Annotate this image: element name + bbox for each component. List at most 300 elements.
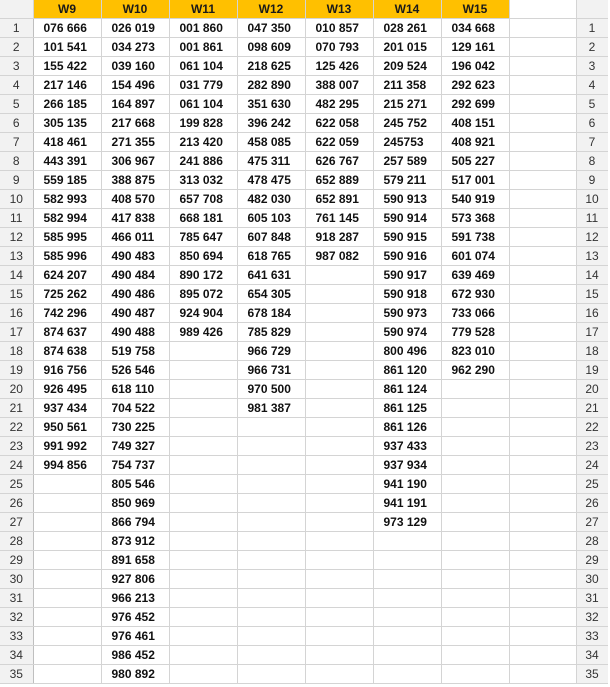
row-header[interactable]: 23: [0, 437, 33, 456]
cell-w14[interactable]: 590 914: [373, 209, 441, 228]
empty-cell[interactable]: [509, 304, 576, 323]
cell-w14[interactable]: 941 190: [373, 475, 441, 494]
cell-w11[interactable]: 895 072: [169, 285, 237, 304]
empty-cell[interactable]: [509, 247, 576, 266]
cell-w12[interactable]: 458 085: [237, 133, 305, 152]
cell-w14[interactable]: 257 589: [373, 152, 441, 171]
cell-w11[interactable]: [169, 665, 237, 684]
cell-w13[interactable]: [305, 494, 373, 513]
row-header-right[interactable]: 33: [576, 627, 608, 646]
cell-w13[interactable]: 010 857: [305, 19, 373, 38]
cell-w14[interactable]: 590 918: [373, 285, 441, 304]
cell-w12[interactable]: [237, 437, 305, 456]
cell-w10[interactable]: 805 546: [101, 475, 169, 494]
cell-w12[interactable]: 678 184: [237, 304, 305, 323]
cell-w9[interactable]: 624 207: [33, 266, 101, 285]
row-header-right[interactable]: 14: [576, 266, 608, 285]
cell-w9[interactable]: [33, 532, 101, 551]
cell-w12[interactable]: [237, 418, 305, 437]
cell-w10[interactable]: 034 273: [101, 38, 169, 57]
row-header[interactable]: 26: [0, 494, 33, 513]
row-header[interactable]: 22: [0, 418, 33, 437]
cell-w9[interactable]: 725 262: [33, 285, 101, 304]
cell-w15[interactable]: [441, 437, 509, 456]
cell-w11[interactable]: 241 886: [169, 152, 237, 171]
cell-w11[interactable]: 061 104: [169, 95, 237, 114]
cell-w12[interactable]: [237, 608, 305, 627]
cell-w15[interactable]: [441, 532, 509, 551]
row-header-right[interactable]: 7: [576, 133, 608, 152]
cell-w10[interactable]: 490 488: [101, 323, 169, 342]
cell-w12[interactable]: 618 765: [237, 247, 305, 266]
row-header[interactable]: 13: [0, 247, 33, 266]
corner-cell-right[interactable]: [576, 0, 608, 19]
cell-w10[interactable]: 026 019: [101, 19, 169, 38]
row-header[interactable]: 20: [0, 380, 33, 399]
cell-w10[interactable]: 519 758: [101, 342, 169, 361]
cell-w10[interactable]: 271 355: [101, 133, 169, 152]
cell-w13[interactable]: 918 287: [305, 228, 373, 247]
cell-w14[interactable]: [373, 665, 441, 684]
row-header-right[interactable]: 31: [576, 589, 608, 608]
row-header[interactable]: 27: [0, 513, 33, 532]
cell-w9[interactable]: [33, 551, 101, 570]
cell-w9[interactable]: 266 185: [33, 95, 101, 114]
cell-w11[interactable]: [169, 589, 237, 608]
cell-w10[interactable]: 618 110: [101, 380, 169, 399]
cell-w11[interactable]: [169, 399, 237, 418]
cell-w12[interactable]: 098 609: [237, 38, 305, 57]
empty-cell[interactable]: [509, 570, 576, 589]
row-header-right[interactable]: 10: [576, 190, 608, 209]
cell-w12[interactable]: [237, 513, 305, 532]
cell-w13[interactable]: [305, 342, 373, 361]
cell-w11[interactable]: [169, 494, 237, 513]
cell-w14[interactable]: 211 358: [373, 76, 441, 95]
empty-cell[interactable]: [509, 494, 576, 513]
cell-w12[interactable]: 396 242: [237, 114, 305, 133]
empty-cell[interactable]: [509, 171, 576, 190]
cell-w13[interactable]: [305, 323, 373, 342]
cell-w11[interactable]: 001 860: [169, 19, 237, 38]
cell-w15[interactable]: [441, 608, 509, 627]
cell-w11[interactable]: 001 861: [169, 38, 237, 57]
cell-w11[interactable]: [169, 456, 237, 475]
cell-w10[interactable]: 466 011: [101, 228, 169, 247]
cell-w15[interactable]: 129 161: [441, 38, 509, 57]
column-header-w15[interactable]: W15: [441, 0, 509, 19]
cell-w14[interactable]: 937 934: [373, 456, 441, 475]
empty-cell[interactable]: [509, 380, 576, 399]
row-header-right[interactable]: 11: [576, 209, 608, 228]
cell-w11[interactable]: [169, 475, 237, 494]
cell-w15[interactable]: 292 623: [441, 76, 509, 95]
column-header-w9[interactable]: W9: [33, 0, 101, 19]
cell-w12[interactable]: [237, 494, 305, 513]
row-header-right[interactable]: 20: [576, 380, 608, 399]
row-header[interactable]: 12: [0, 228, 33, 247]
row-header[interactable]: 1: [0, 19, 33, 38]
row-header-right[interactable]: 5: [576, 95, 608, 114]
row-header[interactable]: 19: [0, 361, 33, 380]
cell-w14[interactable]: 579 211: [373, 171, 441, 190]
cell-w15[interactable]: [441, 494, 509, 513]
cell-w15[interactable]: 034 668: [441, 19, 509, 38]
cell-w12[interactable]: [237, 665, 305, 684]
cell-w12[interactable]: 218 625: [237, 57, 305, 76]
row-header[interactable]: 9: [0, 171, 33, 190]
cell-w12[interactable]: 966 731: [237, 361, 305, 380]
cell-w13[interactable]: [305, 285, 373, 304]
cell-w13[interactable]: [305, 361, 373, 380]
cell-w9[interactable]: 937 434: [33, 399, 101, 418]
cell-w9[interactable]: [33, 646, 101, 665]
cell-w15[interactable]: 672 930: [441, 285, 509, 304]
row-header[interactable]: 14: [0, 266, 33, 285]
cell-w10[interactable]: 749 327: [101, 437, 169, 456]
cell-w14[interactable]: 590 917: [373, 266, 441, 285]
cell-w9[interactable]: 076 666: [33, 19, 101, 38]
cell-w11[interactable]: [169, 570, 237, 589]
corner-cell[interactable]: [0, 0, 33, 19]
cell-w9[interactable]: [33, 475, 101, 494]
row-header-right[interactable]: 24: [576, 456, 608, 475]
cell-w14[interactable]: [373, 589, 441, 608]
cell-w10[interactable]: 986 452: [101, 646, 169, 665]
cell-w12[interactable]: [237, 456, 305, 475]
empty-cell[interactable]: [509, 152, 576, 171]
empty-cell[interactable]: [509, 266, 576, 285]
row-header-right[interactable]: 13: [576, 247, 608, 266]
cell-w9[interactable]: 443 391: [33, 152, 101, 171]
empty-cell[interactable]: [509, 19, 576, 38]
empty-cell[interactable]: [509, 323, 576, 342]
cell-w13[interactable]: [305, 627, 373, 646]
cell-w12[interactable]: [237, 589, 305, 608]
cell-w9[interactable]: 418 461: [33, 133, 101, 152]
cell-w12[interactable]: [237, 551, 305, 570]
cell-w9[interactable]: 101 541: [33, 38, 101, 57]
cell-w11[interactable]: 850 694: [169, 247, 237, 266]
cell-w15[interactable]: 196 042: [441, 57, 509, 76]
cell-w10[interactable]: 976 452: [101, 608, 169, 627]
cell-w9[interactable]: [33, 589, 101, 608]
cell-w11[interactable]: [169, 608, 237, 627]
row-header[interactable]: 6: [0, 114, 33, 133]
cell-w14[interactable]: 590 913: [373, 190, 441, 209]
cell-w15[interactable]: [441, 513, 509, 532]
row-header[interactable]: 21: [0, 399, 33, 418]
cell-w15[interactable]: 408 921: [441, 133, 509, 152]
row-header-right[interactable]: 25: [576, 475, 608, 494]
cell-w13[interactable]: 388 007: [305, 76, 373, 95]
row-header-right[interactable]: 9: [576, 171, 608, 190]
cell-w11[interactable]: 890 172: [169, 266, 237, 285]
empty-cell[interactable]: [509, 456, 576, 475]
cell-w11[interactable]: 199 828: [169, 114, 237, 133]
row-header[interactable]: 31: [0, 589, 33, 608]
cell-w13[interactable]: 070 793: [305, 38, 373, 57]
cell-w10[interactable]: 154 496: [101, 76, 169, 95]
cell-w11[interactable]: [169, 380, 237, 399]
cell-w10[interactable]: 306 967: [101, 152, 169, 171]
empty-cell[interactable]: [509, 665, 576, 684]
row-header-right[interactable]: 12: [576, 228, 608, 247]
cell-w12[interactable]: 607 848: [237, 228, 305, 247]
cell-w9[interactable]: 994 856: [33, 456, 101, 475]
cell-w9[interactable]: 742 296: [33, 304, 101, 323]
cell-w11[interactable]: [169, 646, 237, 665]
cell-w10[interactable]: 873 912: [101, 532, 169, 551]
cell-w11[interactable]: 213 420: [169, 133, 237, 152]
cell-w10[interactable]: 217 668: [101, 114, 169, 133]
row-header-right[interactable]: 26: [576, 494, 608, 513]
empty-header-cell[interactable]: [509, 0, 576, 19]
cell-w15[interactable]: 601 074: [441, 247, 509, 266]
cell-w13[interactable]: [305, 456, 373, 475]
row-header[interactable]: 7: [0, 133, 33, 152]
cell-w15[interactable]: [441, 589, 509, 608]
cell-w12[interactable]: 641 631: [237, 266, 305, 285]
cell-w13[interactable]: [305, 570, 373, 589]
cell-w10[interactable]: 408 570: [101, 190, 169, 209]
cell-w13[interactable]: [305, 551, 373, 570]
cell-w11[interactable]: [169, 532, 237, 551]
cell-w15[interactable]: [441, 551, 509, 570]
cell-w14[interactable]: 209 524: [373, 57, 441, 76]
cell-w12[interactable]: 970 500: [237, 380, 305, 399]
cell-w15[interactable]: 540 919: [441, 190, 509, 209]
empty-cell[interactable]: [509, 608, 576, 627]
cell-w15[interactable]: [441, 380, 509, 399]
cell-w9[interactable]: 950 561: [33, 418, 101, 437]
row-header[interactable]: 25: [0, 475, 33, 494]
empty-cell[interactable]: [509, 513, 576, 532]
cell-w13[interactable]: [305, 266, 373, 285]
row-header[interactable]: 16: [0, 304, 33, 323]
row-header-right[interactable]: 2: [576, 38, 608, 57]
row-header-right[interactable]: 27: [576, 513, 608, 532]
cell-w12[interactable]: 654 305: [237, 285, 305, 304]
cell-w9[interactable]: [33, 608, 101, 627]
column-header-w14[interactable]: W14: [373, 0, 441, 19]
cell-w11[interactable]: 061 104: [169, 57, 237, 76]
empty-cell[interactable]: [509, 190, 576, 209]
cell-w9[interactable]: [33, 570, 101, 589]
cell-w10[interactable]: 490 484: [101, 266, 169, 285]
row-header[interactable]: 24: [0, 456, 33, 475]
row-header-right[interactable]: 28: [576, 532, 608, 551]
row-header[interactable]: 3: [0, 57, 33, 76]
cell-w10[interactable]: 039 160: [101, 57, 169, 76]
cell-w13[interactable]: [305, 437, 373, 456]
cell-w15[interactable]: [441, 475, 509, 494]
cell-w13[interactable]: [305, 532, 373, 551]
cell-w13[interactable]: 622 059: [305, 133, 373, 152]
cell-w14[interactable]: 590 916: [373, 247, 441, 266]
row-header-right[interactable]: 32: [576, 608, 608, 627]
cell-w9[interactable]: 916 756: [33, 361, 101, 380]
cell-w11[interactable]: [169, 418, 237, 437]
cell-w12[interactable]: 047 350: [237, 19, 305, 38]
row-header[interactable]: 4: [0, 76, 33, 95]
cell-w15[interactable]: 505 227: [441, 152, 509, 171]
cell-w14[interactable]: [373, 646, 441, 665]
cell-w10[interactable]: 980 892: [101, 665, 169, 684]
cell-w11[interactable]: 031 779: [169, 76, 237, 95]
empty-cell[interactable]: [509, 532, 576, 551]
cell-w11[interactable]: 313 032: [169, 171, 237, 190]
cell-w12[interactable]: [237, 475, 305, 494]
row-header-right[interactable]: 21: [576, 399, 608, 418]
cell-w13[interactable]: 626 767: [305, 152, 373, 171]
row-header[interactable]: 18: [0, 342, 33, 361]
empty-cell[interactable]: [509, 475, 576, 494]
cell-w15[interactable]: 517 001: [441, 171, 509, 190]
cell-w9[interactable]: [33, 665, 101, 684]
column-header-w10[interactable]: W10: [101, 0, 169, 19]
empty-cell[interactable]: [509, 361, 576, 380]
cell-w15[interactable]: 823 010: [441, 342, 509, 361]
cell-w14[interactable]: 028 261: [373, 19, 441, 38]
cell-w9[interactable]: 582 994: [33, 209, 101, 228]
cell-w12[interactable]: [237, 570, 305, 589]
cell-w11[interactable]: [169, 342, 237, 361]
cell-w15[interactable]: [441, 570, 509, 589]
row-header-right[interactable]: 6: [576, 114, 608, 133]
cell-w9[interactable]: 585 995: [33, 228, 101, 247]
cell-w13[interactable]: [305, 304, 373, 323]
empty-cell[interactable]: [509, 57, 576, 76]
empty-cell[interactable]: [509, 228, 576, 247]
cell-w10[interactable]: 526 546: [101, 361, 169, 380]
row-header-right[interactable]: 35: [576, 665, 608, 684]
empty-cell[interactable]: [509, 38, 576, 57]
cell-w13[interactable]: [305, 646, 373, 665]
cell-w9[interactable]: [33, 627, 101, 646]
cell-w13[interactable]: [305, 608, 373, 627]
cell-w14[interactable]: 590 915: [373, 228, 441, 247]
row-header-right[interactable]: 1: [576, 19, 608, 38]
cell-w14[interactable]: 590 973: [373, 304, 441, 323]
cell-w13[interactable]: 622 058: [305, 114, 373, 133]
row-header-right[interactable]: 30: [576, 570, 608, 589]
cell-w13[interactable]: [305, 589, 373, 608]
row-header[interactable]: 2: [0, 38, 33, 57]
cell-w14[interactable]: 215 271: [373, 95, 441, 114]
cell-w11[interactable]: [169, 513, 237, 532]
cell-w13[interactable]: [305, 380, 373, 399]
row-header[interactable]: 28: [0, 532, 33, 551]
cell-w13[interactable]: 652 891: [305, 190, 373, 209]
cell-w12[interactable]: 981 387: [237, 399, 305, 418]
row-header[interactable]: 17: [0, 323, 33, 342]
row-header-right[interactable]: 19: [576, 361, 608, 380]
cell-w10[interactable]: 927 806: [101, 570, 169, 589]
cell-w9[interactable]: 926 495: [33, 380, 101, 399]
empty-cell[interactable]: [509, 551, 576, 570]
row-header-right[interactable]: 23: [576, 437, 608, 456]
cell-w10[interactable]: 966 213: [101, 589, 169, 608]
column-header-w11[interactable]: W11: [169, 0, 237, 19]
cell-w12[interactable]: 966 729: [237, 342, 305, 361]
cell-w11[interactable]: 785 647: [169, 228, 237, 247]
row-header-right[interactable]: 15: [576, 285, 608, 304]
cell-w14[interactable]: 201 015: [373, 38, 441, 57]
cell-w9[interactable]: 155 422: [33, 57, 101, 76]
cell-w12[interactable]: [237, 532, 305, 551]
column-header-w13[interactable]: W13: [305, 0, 373, 19]
cell-w10[interactable]: 417 838: [101, 209, 169, 228]
cell-w9[interactable]: 874 638: [33, 342, 101, 361]
cell-w10[interactable]: 730 225: [101, 418, 169, 437]
cell-w14[interactable]: 245 752: [373, 114, 441, 133]
cell-w14[interactable]: 861 124: [373, 380, 441, 399]
cell-w10[interactable]: 891 658: [101, 551, 169, 570]
row-header-right[interactable]: 4: [576, 76, 608, 95]
cell-w15[interactable]: [441, 418, 509, 437]
row-header-right[interactable]: 8: [576, 152, 608, 171]
row-header-right[interactable]: 16: [576, 304, 608, 323]
cell-w15[interactable]: 733 066: [441, 304, 509, 323]
row-header[interactable]: 15: [0, 285, 33, 304]
cell-w15[interactable]: [441, 399, 509, 418]
cell-w11[interactable]: [169, 361, 237, 380]
row-header[interactable]: 11: [0, 209, 33, 228]
empty-cell[interactable]: [509, 133, 576, 152]
cell-w14[interactable]: 800 496: [373, 342, 441, 361]
cell-w10[interactable]: 164 897: [101, 95, 169, 114]
empty-cell[interactable]: [509, 437, 576, 456]
cell-w14[interactable]: [373, 570, 441, 589]
row-header[interactable]: 34: [0, 646, 33, 665]
cell-w11[interactable]: 668 181: [169, 209, 237, 228]
cell-w12[interactable]: 475 311: [237, 152, 305, 171]
cell-w13[interactable]: [305, 513, 373, 532]
cell-w14[interactable]: [373, 627, 441, 646]
cell-w14[interactable]: 861 125: [373, 399, 441, 418]
cell-w15[interactable]: 292 699: [441, 95, 509, 114]
cell-w14[interactable]: 941 191: [373, 494, 441, 513]
cell-w13[interactable]: 125 426: [305, 57, 373, 76]
cell-w15[interactable]: [441, 456, 509, 475]
cell-w12[interactable]: 482 030: [237, 190, 305, 209]
cell-w11[interactable]: [169, 551, 237, 570]
cell-w14[interactable]: [373, 608, 441, 627]
row-header[interactable]: 29: [0, 551, 33, 570]
empty-cell[interactable]: [509, 114, 576, 133]
cell-w14[interactable]: 590 974: [373, 323, 441, 342]
cell-w9[interactable]: 559 185: [33, 171, 101, 190]
cell-w15[interactable]: 408 151: [441, 114, 509, 133]
cell-w10[interactable]: 490 487: [101, 304, 169, 323]
row-header[interactable]: 35: [0, 665, 33, 684]
cell-w14[interactable]: 937 433: [373, 437, 441, 456]
cell-w13[interactable]: [305, 399, 373, 418]
cell-w12[interactable]: 478 475: [237, 171, 305, 190]
cell-w15[interactable]: [441, 646, 509, 665]
row-header-right[interactable]: 22: [576, 418, 608, 437]
empty-cell[interactable]: [509, 95, 576, 114]
empty-cell[interactable]: [509, 589, 576, 608]
cell-w13[interactable]: 761 145: [305, 209, 373, 228]
cell-w11[interactable]: 924 904: [169, 304, 237, 323]
cell-w15[interactable]: [441, 627, 509, 646]
empty-cell[interactable]: [509, 646, 576, 665]
cell-w12[interactable]: 351 630: [237, 95, 305, 114]
cell-w10[interactable]: 850 969: [101, 494, 169, 513]
cell-w13[interactable]: [305, 475, 373, 494]
